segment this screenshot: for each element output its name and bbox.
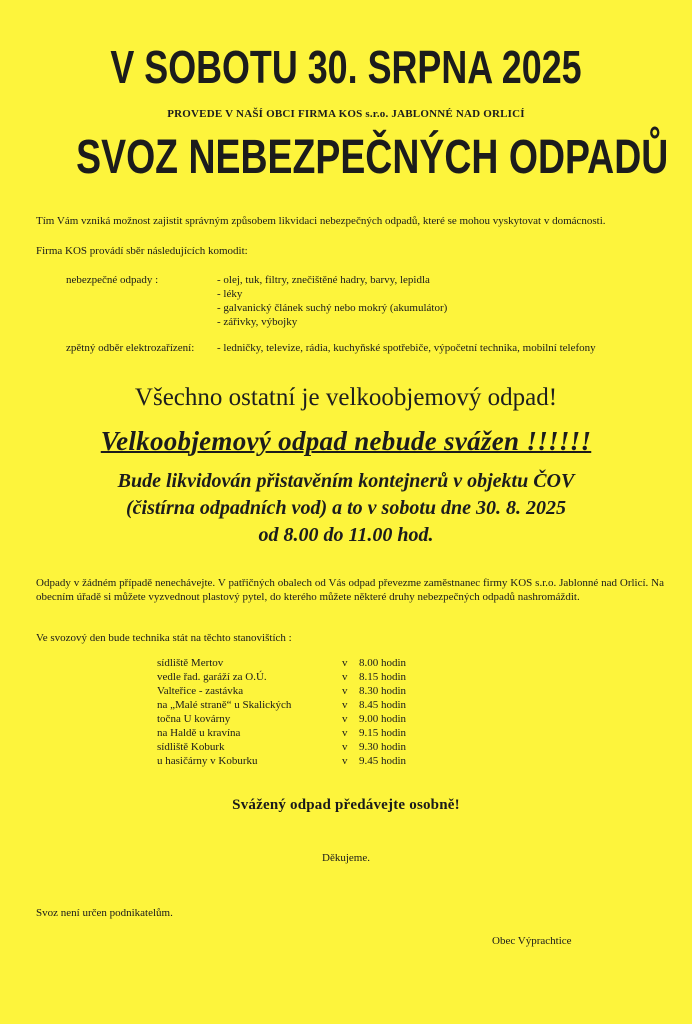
heading-date: V SOBOTU 30. SRPNA 2025 bbox=[110, 41, 582, 93]
stop-place: u hasičárny v Koburku bbox=[157, 755, 258, 767]
everything-else-notice: Všechno ostatní je velkoobjemový odpad! bbox=[134, 384, 558, 411]
stop-place: vedle řad. garáží za O.Ú. bbox=[157, 671, 267, 683]
list-item: - olej, tuk, filtry, znečištěné hadry, barvy, lepidla bbox=[217, 274, 430, 286]
list-item: - zářivky, výbojky bbox=[217, 316, 298, 328]
firma-line: Firma KOS provádí sběr následujících komodit: bbox=[36, 245, 248, 257]
bulky-info-line3: od 8.00 do 11.00 hod. bbox=[258, 524, 434, 546]
hazardous-label: nebezpečné odpady : bbox=[66, 274, 159, 286]
hazardous-list bbox=[217, 273, 447, 329]
thanks: Děkujeme. bbox=[322, 852, 370, 864]
bulky-info bbox=[0, 468, 692, 549]
stop-time: 9.00 hodin bbox=[359, 713, 407, 725]
stop-v: v bbox=[342, 755, 348, 767]
stop-place: točna U kovárny bbox=[157, 713, 231, 725]
stop-v: v bbox=[342, 685, 348, 697]
stop-time: 8.15 hodin bbox=[359, 671, 407, 683]
subheading: PROVEDE V NAŠÍ OBCI FIRMA KOS s.r.o. JABLONNÉ NAD ORLICÍ bbox=[167, 108, 525, 120]
stop-time: 9.15 hodin bbox=[359, 727, 407, 739]
stop-v: v bbox=[342, 699, 348, 711]
stop-time: 9.30 hodin bbox=[359, 741, 407, 753]
stops-intro: Ve svozový den bude technika stát na těchto stanovištích : bbox=[36, 632, 292, 644]
stop-v: v bbox=[342, 657, 348, 669]
stop-time: 8.45 hodin bbox=[359, 699, 407, 711]
stop-place: sídliště Mertov bbox=[157, 657, 224, 669]
list-item: - galvanický článek suchý nebo mokrý (akumulátor) bbox=[217, 302, 448, 314]
stop-time: 8.00 hodin bbox=[359, 657, 407, 669]
stop-v: v bbox=[342, 727, 348, 739]
personal-handover: Svážený odpad předávejte osobně! bbox=[232, 797, 460, 813]
intro-text: Tím Vám vzniká možnost zajistit správným způsobem likvidaci nebezpečných odpadů, které se mohou vyskytovat v domácnosti. bbox=[36, 215, 606, 227]
stop-time: 8.30 hodin bbox=[359, 685, 407, 697]
list-item: - léky bbox=[217, 288, 243, 300]
stop-v: v bbox=[342, 671, 348, 683]
stop-place: na Haldě u kravína bbox=[157, 727, 241, 739]
stop-place: sídliště Koburk bbox=[157, 741, 225, 753]
heading-main: SVOZ NEBEZPEČNÝCH ODPADŮ bbox=[76, 131, 669, 184]
not-for-business: Svoz není určen podnikatelům. bbox=[36, 907, 173, 919]
electro-label: zpětný odběr elektrozařízení: bbox=[66, 342, 195, 354]
leave-paragraph: Odpady v žádném případě nenechávejte. V patřičných obalech od Vás odpad převezme zaměstnanec firmy KOS s.r.o. Jablonné nad Orlicí. Na obecním úřadě si můžete vyzvednout plastový pytel, do kterého můžete některé druhy nebezpečných odpadů nashromáždit. bbox=[36, 577, 664, 603]
bulky-info-line2: (čistírna odpadních vod) a to v sobotu dne 30. 8. 2025 bbox=[125, 497, 566, 519]
stop-time: 9.45 hodin bbox=[359, 755, 407, 767]
bulky-warning: Velkoobjemový odpad nebude svážen !!!!!! bbox=[100, 426, 592, 456]
signature: Obec Výprachtice bbox=[492, 935, 572, 947]
stop-place: Valteřice - zastávka bbox=[157, 685, 244, 697]
electro-items: - ledničky, televize, rádia, kuchyňské spotřebiče, výpočetní technika, mobilní telefony bbox=[217, 342, 596, 354]
stop-v: v bbox=[342, 713, 348, 725]
stop-place: na „Malé straně“ u Skalických bbox=[157, 699, 292, 711]
stop-v: v bbox=[342, 741, 348, 753]
bulky-info-line1: Bude likvidován přistavěním kontejnerů v objektu ČOV bbox=[117, 470, 575, 492]
